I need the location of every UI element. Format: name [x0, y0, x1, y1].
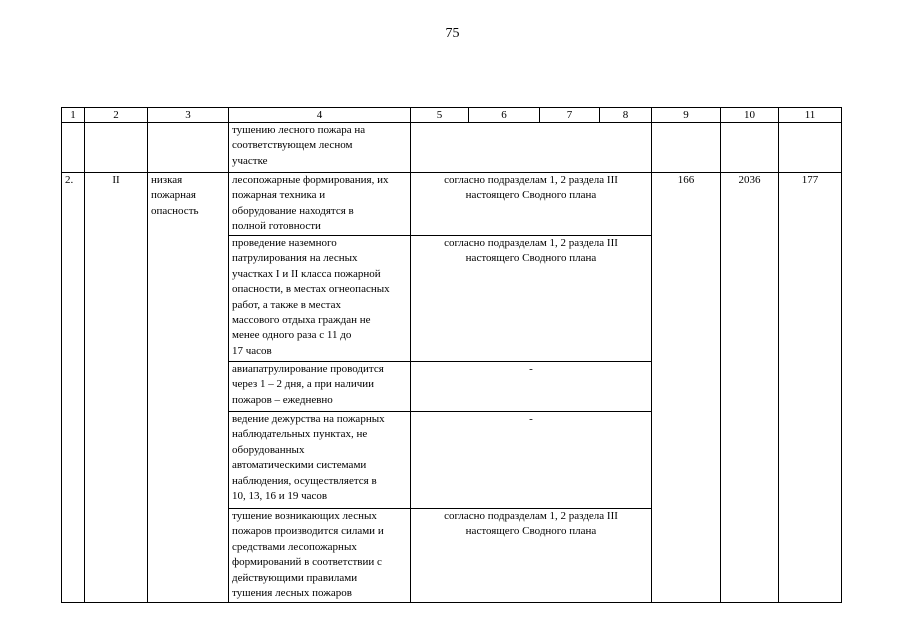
header-cell-8: 8 — [600, 108, 652, 123]
group-col10-value: 2036 — [721, 173, 779, 603]
header-cell-3: 3 — [148, 108, 229, 123]
cont-cell-9 — [652, 123, 721, 173]
group-class: II — [85, 173, 148, 603]
cont-cell-num — [62, 123, 85, 173]
page-number: 75 — [445, 26, 460, 41]
cont-cell-11 — [779, 123, 842, 173]
header-cell-4: 4 — [229, 108, 411, 123]
measure-text-3: авиапатрулирование проводится через 1 – 2 дня, а при наличии пожаров – ежедневно — [229, 362, 411, 412]
fire-plan-table — [61, 107, 842, 603]
table-row-measure-1 — [62, 173, 842, 236]
cont-ref-cell — [411, 123, 652, 173]
measure-ref-4: - — [411, 412, 652, 509]
cont-cell-danger — [148, 123, 229, 173]
header-cell-11: 11 — [779, 108, 842, 123]
measure-text-5: тушение возникающих лесных пожаров производится силами и средствами лесопожарных формирований в соответствии с действующими правилами тушения лесных пожаров — [229, 509, 411, 603]
measure-ref-2: согласно подразделам 1, 2 раздела III настоящего Сводного плана — [411, 236, 652, 362]
cont-measure-text: тушению лесного пожара на соответствующем лесном участке — [229, 123, 411, 173]
measure-ref-5: согласно подразделам 1, 2 раздела III настоящего Сводного плана — [411, 509, 652, 603]
group-number: 2. — [62, 173, 85, 603]
table-row-continuation — [62, 123, 842, 173]
header-cell-6: 6 — [469, 108, 540, 123]
header-cell-7: 7 — [540, 108, 600, 123]
header-cell-2: 2 — [85, 108, 148, 123]
header-cell-9: 9 — [652, 108, 721, 123]
header-cell-10: 10 — [721, 108, 779, 123]
measure-text-2: проведение наземного патрулирования на лесных участках I и II класса пожарной опасности, в местах огнеопасных работ, а также в местах массового отдыха граждан не менее одного раза с 11 до 17 часов — [229, 236, 411, 362]
measure-ref-1: согласно подразделам 1, 2 раздела III настоящего Сводного плана — [411, 173, 652, 236]
group-col11-value: 177 — [779, 173, 842, 603]
header-cell-5: 5 — [411, 108, 469, 123]
header-cell-1: 1 — [62, 108, 85, 123]
group-col9-value: 166 — [652, 173, 721, 603]
measure-text-4: ведение дежурства на пожарных наблюдательных пунктах, не оборудованных автоматическими системами наблюдения, осуществляется в 10, 13, 16 и 19 часов — [229, 412, 411, 509]
group-danger-level: низкая пожарная опасность — [148, 173, 229, 603]
cont-cell-10 — [721, 123, 779, 173]
table-header-row — [62, 108, 842, 123]
measure-ref-3: - — [411, 362, 652, 412]
measure-text-1: лесопожарные формирования, их пожарная техника и оборудование находятся в полной готовности — [229, 173, 411, 236]
cont-cell-class — [85, 123, 148, 173]
